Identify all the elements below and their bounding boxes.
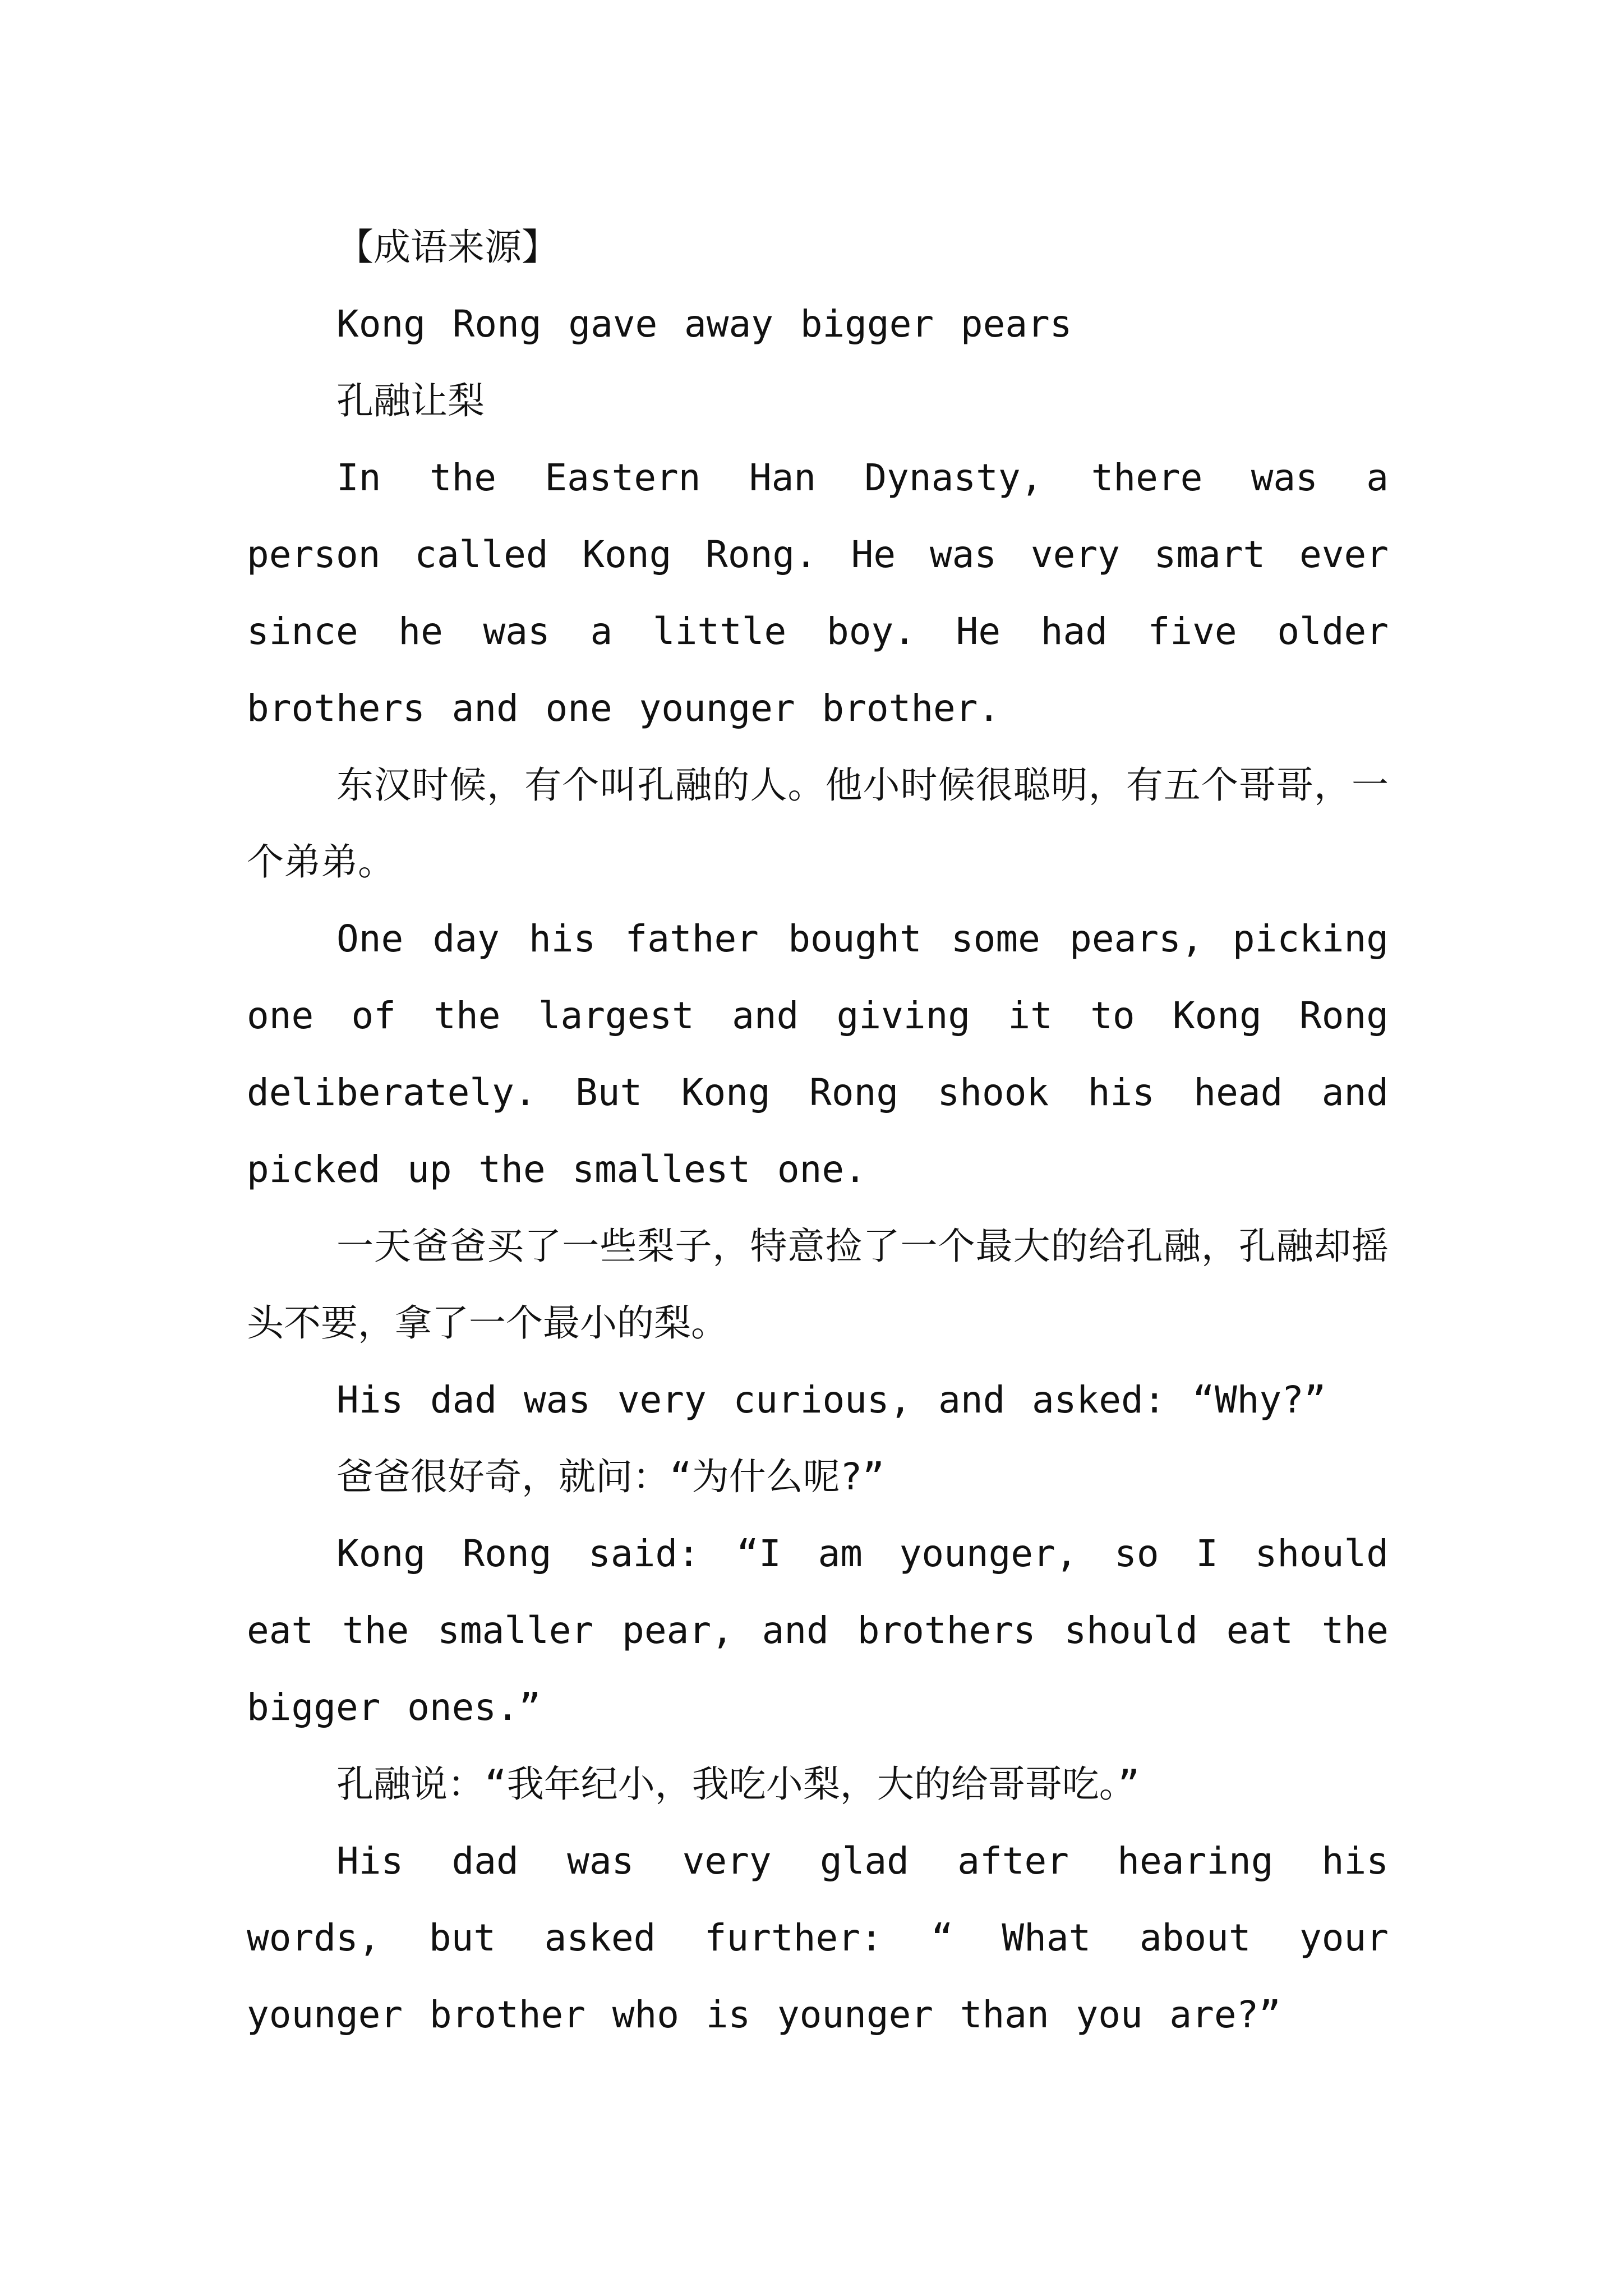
paragraph-zh-3: 爸爸很好奇，就问：“为什么呢?” [336,1455,885,1498]
story-title-english: Kong Rong gave away bigger pears [336,302,1072,346]
paragraph-en-3: His dad was very curious, and asked: “Why?” [336,1378,1326,1421]
section-heading: 【成语来源】 [336,226,559,269]
paragraph-zh-2: 一天爸爸买了一些梨子，特意捡了一个最大的给孔融，孔融却摇头不要，拿了一个最小的梨。 [247,1225,1389,1345]
paragraph-en-2: One day his father bought some pears, picking one of the largest and giving it to Kong Rong deliberately. But Kong Rong shook his head and picked up the smallest one. [247,917,1389,1191]
paragraph-en-5: His dad was very glad after hearing his words, but asked further: “ What about your younger brother who is younger than you are?” [247,1839,1389,2036]
paragraph-en-1: In the Eastern Han Dynasty, there was a person called Kong Rong. He was very smart ever since he was a little boy. He had five older brothers and one younger brother. [247,456,1389,730]
document-body [247,209,1389,2053]
paragraph-zh-1: 东汉时候，有个叫孔融的人。他小时候很聪明，有五个哥哥，一个弟弟。 [247,763,1389,884]
story-title-chinese: 孔融让梨 [336,379,485,422]
paragraph-en-4: Kong Rong said: “I am younger, so I should eat the smaller pear, and brothers should eat the bigger ones.” [247,1532,1389,1729]
paragraph-zh-4: 孔融说：“我年纪小，我吃小梨，大的给哥哥吃。” [336,1763,1140,1806]
